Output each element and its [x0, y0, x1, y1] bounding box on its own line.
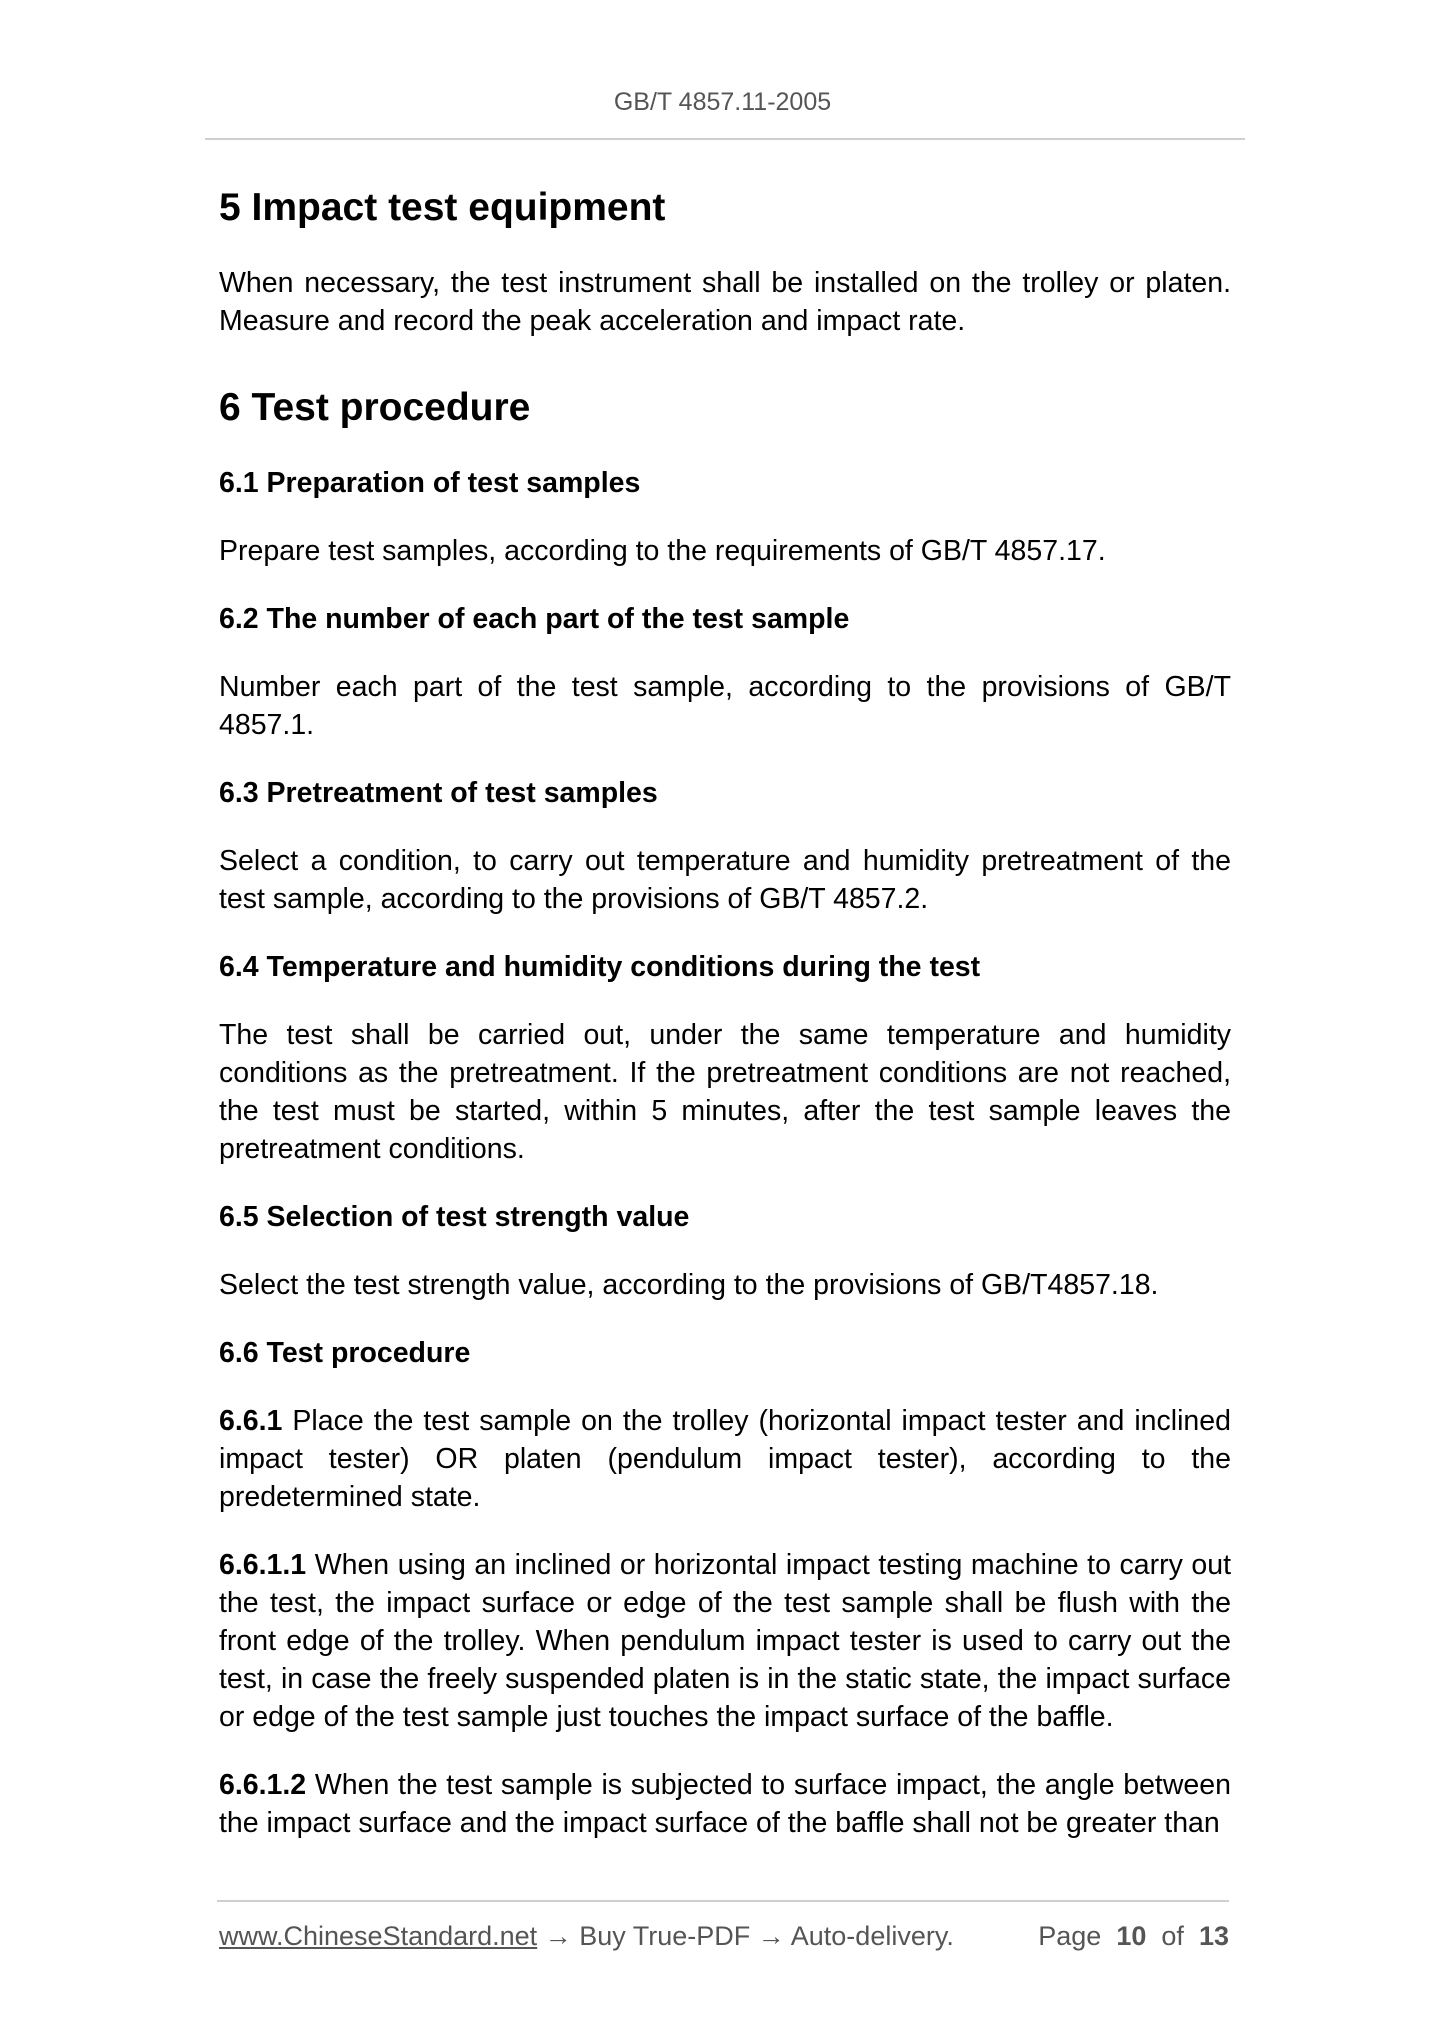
- footer-buy-text: Buy True-PDF: [579, 1921, 751, 1951]
- document-body: [219, 182, 1231, 1842]
- page-number: [1038, 1918, 1229, 1954]
- section-6-2-heading: 6.2 The number of each part of the test sample: [219, 603, 850, 635]
- clause-number: 6.6.1.1: [219, 1549, 307, 1581]
- footer-divider: [217, 1900, 1229, 1902]
- clause-6-6-1-2: [219, 1766, 1231, 1842]
- section-5-paragraph: When necessary, the test instrument shall be installed on the trolley or platen. Measure and record the peak acceleration and impact rate.: [219, 267, 1231, 337]
- clause-6-6-1-1: [219, 1546, 1231, 1736]
- section-6-2-paragraph: Number each part of the test sample, according to the provisions of GB/T 4857.1.: [219, 671, 1231, 741]
- section-6-5-paragraph: Select the test strength value, according to the provisions of GB/T4857.18.: [219, 1269, 1159, 1301]
- page-header-title: GB/T 4857.11-2005: [613, 88, 832, 116]
- of-label: of: [1161, 1921, 1184, 1951]
- clause-text: Place the test sample on the trolley (horizontal impact tester and inclined impact tester) OR platen (pendulum impact tester), according to the predetermined state.: [219, 1405, 1231, 1513]
- page-footer: [219, 1918, 1229, 1954]
- section-5-heading: 5 Impact test equipment: [219, 186, 666, 229]
- section-6-6-heading: 6.6 Test procedure: [219, 1337, 471, 1369]
- section-6-1-paragraph: Prepare test samples, according to the requirements of GB/T 4857.17.: [219, 535, 1106, 567]
- clause-text: When using an inclined or horizontal impact testing machine to carry out the test, the impact surface or edge of the test sample shall be flush with the front edge of the trolley. When pendulum impact tester is used to carry out the test, in case the freely suspended platen is in the static state, the impact surface or edge of the test sample just touches the impact surface of the baffle.: [219, 1549, 1231, 1733]
- clause-text: When the test sample is subjected to surface impact, the angle between the impact surface and the impact surface of the baffle shall not be greater than: [219, 1769, 1231, 1839]
- page-total: 13: [1198, 1921, 1229, 1951]
- footer-promo: [219, 1918, 954, 1954]
- section-6-5-heading: 6.5 Selection of test strength value: [219, 1201, 690, 1233]
- page-current: 10: [1116, 1921, 1147, 1951]
- section-6-3-paragraph: Select a condition, to carry out temperature and humidity pretreatment of the test sample, according to the provisions of GB/T 4857.2.: [219, 845, 1231, 915]
- page-label: Page: [1038, 1921, 1102, 1951]
- header-divider: [205, 138, 1245, 140]
- section-6-4-paragraph: The test shall be carried out, under the same temperature and humidity conditions as the pretreatment. If the pretreatment conditions are not reached, the test must be started, within 5 minutes, after the test sample leaves the pretreatment conditions.: [219, 1019, 1231, 1165]
- website-link[interactable]: www.ChineseStandard.net: [219, 1921, 538, 1951]
- section-6-1-heading: 6.1 Preparation of test samples: [219, 467, 641, 499]
- section-6-4-heading: 6.4 Temperature and humidity conditions during the test: [219, 951, 981, 983]
- arrow-right-icon: →: [750, 1921, 791, 1951]
- clause-number: 6.6.1: [219, 1405, 283, 1437]
- clause-number: 6.6.1.2: [219, 1769, 307, 1801]
- footer-delivery-text: Auto-delivery.: [790, 1921, 954, 1951]
- arrow-right-icon: →: [537, 1921, 580, 1951]
- section-6-3-heading: 6.3 Pretreatment of test samples: [219, 777, 658, 809]
- section-6-heading: 6 Test procedure: [219, 386, 531, 429]
- clause-6-6-1: [219, 1402, 1231, 1516]
